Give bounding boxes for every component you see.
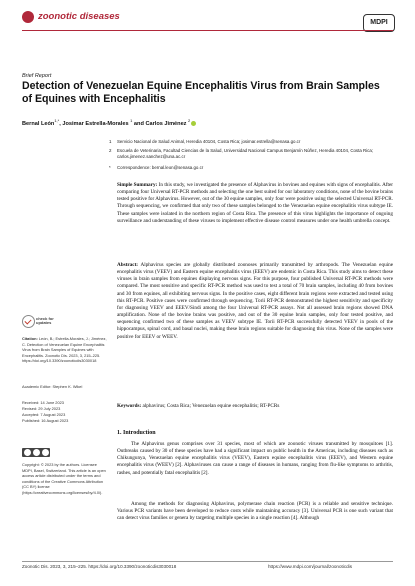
citation [22,336,108,364]
affiliation-number: 2 [109,148,112,153]
affiliation-number: 1 [109,139,112,144]
author-affiliation-mark: 1,* [54,118,60,123]
journal-logo-icon [22,11,34,23]
affiliation [109,139,407,145]
journal-name: zoonotic diseases [38,11,120,22]
keywords [117,403,393,410]
author-affiliation-mark: 1 [130,118,133,123]
intro-paragraph: Among the methods for diagnosing Alphavirus, polymerase chain reaction (PCR) is a reliable and sensitive technique. Various PCR variants have been developed to reduce costs while maintaining accuracy [3]. Universal PCR is one such variant that can detect virus families or genera by targeting multiple species in a single reaction [4]. Although [117,501,393,522]
footer-citation[interactable]: Zoonotic Dis. 2023, 3, 215–225. https://doi.org/10.3390/zoonoticdis3030018 [22,564,177,569]
author-name[interactable]: Josimar Estrella-Morales [62,120,129,127]
abstract [117,262,393,341]
simple-summary-label: Simple Summary: [117,182,158,188]
published-date: Published: 16 August 2023 [22,418,69,423]
citation-text[interactable]: León, B.; Estrella-Morales, J.; Jiménez, C. Detection of Venezuelan Equine Encephalitis Virus from Brain Samples of Equines with Encephalitis. Zoonotic Dis. 2023, 3, 215–225. https://doi.org/10.3390/zoonoticdis3030018 [22,336,107,364]
intro-paragraph: The Alphavirus genus comprises over 31 species, most of which are zoonotic viruses transmitted by mosquitoes [1]. Outbreaks caused by 30 of these species have had a significant impact on public health in the Americas, including diseases such as Chikungunya, Venezuelan equine encephalitis virus (VEEV), Eastern equine encephalitis virus (EEEV), and Western equine encephalitis virus (WEEV) [2]. Alphaviruses can cause a range of diseases in humans, ranging from flu-like symptoms to arthritis, rashes, and potentially fatal encephalitis [2]. [117,441,393,476]
abstract-text: Alphavirus species are globally distributed zoonoses primarily transmitted by arthropods. The Venezuelan equine encephalitis virus (VEEV) and Eastern equine encephalitis virus (EEEV) are endemic in Costa Rica. This study aims to detect these viruses in brain samples from equines displaying nervous signs. For this purpose, four published Universal RT-PCR methods were compared. The most sensitive and specific RT-PCR method was used to test a total of 70 brain samples, including 40 from bovines and 30 from equines, all exhibiting nervous signs. In the positive cases, eight different brain regions were extracted and tested using this RT-PCR. Positive cases were confirmed through sequencing. Torii RT-PCR demonstrated the highest sensitivity and specificity for diagnosing VEEV and EEEV/Sindi among the four Universal RT-PCR assays. Not all assessed brain regions showed DNA amplification. None of the bovine brains was positive, and out of the 30 equine brain samples, only four tested positive, and sequencing confirmed two of these samples as VEEV subtype IE. Torii RT-PCR successfully detected VEEV in pools of the hippocampus, spinal cord, and basal nuclei, making these brain regions suitable for diagnosing this virus. None of the samples were positive for EEEV or WEEV. [117,262,393,340]
simple-summary [117,182,393,225]
affiliation-text: Correspondence: bernal.leon@senasa.go.cr [117,165,204,170]
footer-rule [22,561,393,562]
author-list: Bernal León$^{1,*}$, Josimar Estrella-Morales $^1$ and Carlos Jiménez $^2$ [22,118,196,127]
footer-journal-link[interactable]: https://www.mdpi.com/journal/zoonoticdis [268,564,352,569]
check-for-updates-button[interactable] [22,312,62,330]
author-name[interactable]: Bernal León [22,120,55,127]
affiliation-number: * [109,165,111,170]
simple-summary-text: In this study, we investigated the presence of Alphavirus in bovines and equines with signs of encephalitis. After comparing four Universal RT-PCR methods and selecting the one best suited for our laboratory conditions, none of the bovine brains tested positive for Alphavirus. However, out of the 30 equine samples, only four were positive using the selected Universal RT-PCR. Through sequencing, we confirmed that only two of these samples belonged to the Venezuelan equine encephalitis virus subtype IE. These samples were isolated in the northern region of Costa Rica. The presence of this virus highlights the importance of ongoing surveillance and understanding of these viruses to implement effective disease control measures under one health umbrella concept. [117,182,394,224]
author-name[interactable]: Carlos Jiménez [145,120,187,127]
keywords-label: Keywords: [117,403,142,409]
article-type: Brief Report [22,73,52,79]
header-rule [22,30,393,31]
copyright: Copyright: © 2023 by the authors. Licensee MDPI, Basel, Switzerland. This article is an open access article distributed under the terms and conditions of the Creative Commons Attribution (CC BY) license (https://creativecommons.org/licenses/by/4.0/). [22,462,106,495]
abstract-label: Abstract: [117,262,139,268]
affiliation [109,165,407,171]
author-affiliation-mark: 2 [188,118,191,123]
academic-editor: Academic Editor: Stephen K. Wikel [22,384,83,389]
orcid-icon[interactable] [191,121,196,126]
received-date: Received: 14 June 2023 [22,400,64,405]
affiliation-text: Escuela de Veterinaria, Facultad Ciencias de la Salud, Universidad Nacional Campus Benjamín Núñez, Heredia 40104, Costa Rica; carlos.jimenez.sanchez@una.ac.cr [117,148,374,159]
check-updates-icon [22,315,35,328]
affiliation-text: Servicio Nacional de Salud Animal, Heredia 40104, Costa Rica; josimar.estrella@senasa.go.cr [117,139,301,144]
cc-by-license-icon[interactable] [22,448,50,457]
revised-date: Revised: 29 July 2023 [22,406,61,411]
affiliation [109,148,407,160]
mdpi-logo: MDPI [363,14,395,32]
accepted-date: Accepted: 7 August 2023 [22,412,66,417]
check-updates-label: check for updates [36,315,54,326]
article-title: Detection of Venezuelan Equine Encephalitis Virus from Brain Samples of Equines with Encephalitis [22,80,380,105]
keywords-text: alphavirus; Costa Rica; Venezuelan equine encephalitis; RT-PCRs [142,403,280,409]
citation-label: Citation: [22,336,38,341]
section-heading: 1. Introduction [117,430,156,436]
